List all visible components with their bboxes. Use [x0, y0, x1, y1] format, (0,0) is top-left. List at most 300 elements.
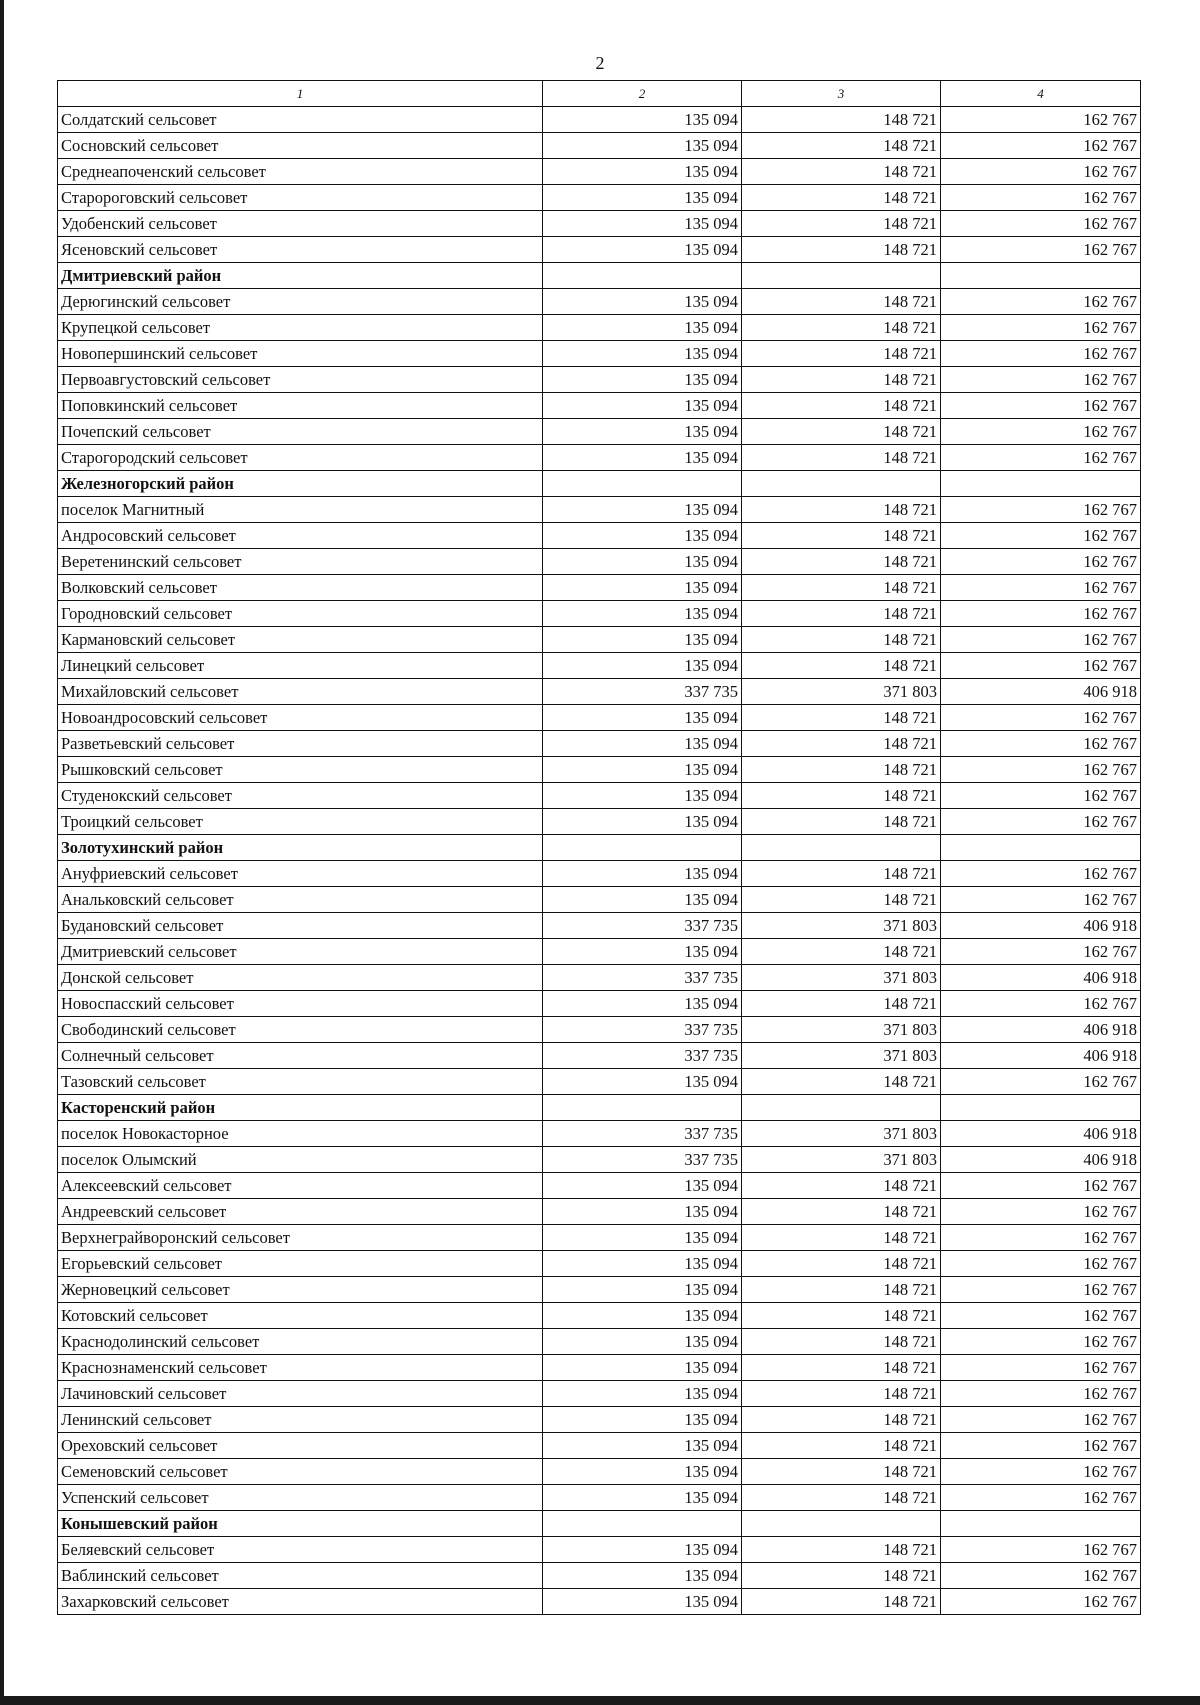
value-col-4: 162 767	[941, 1433, 1141, 1459]
settlement-name: Среднеапоченский сельсовет	[58, 159, 543, 185]
value-col-4: 162 767	[941, 1563, 1141, 1589]
value-col-4: 162 767	[941, 1537, 1141, 1563]
value-col-4: 406 918	[941, 1043, 1141, 1069]
value-col-3: 148 721	[742, 1069, 941, 1095]
settlement-name: поселок Магнитный	[58, 497, 543, 523]
value-col-2	[543, 1095, 742, 1121]
value-col-4: 162 767	[941, 289, 1141, 315]
value-col-2: 135 094	[543, 315, 742, 341]
table-row	[58, 1329, 1141, 1355]
value-col-3: 148 721	[742, 1355, 941, 1381]
value-col-4: 406 918	[941, 1147, 1141, 1173]
settlement-name: Андросовский сельсовет	[58, 523, 543, 549]
value-col-2: 135 094	[543, 1251, 742, 1277]
table-row	[58, 757, 1141, 783]
value-col-3: 148 721	[742, 367, 941, 393]
settlement-name: Свободинский сельсовет	[58, 1017, 543, 1043]
table-row	[58, 1485, 1141, 1511]
value-col-3: 148 721	[742, 1199, 941, 1225]
value-col-4: 162 767	[941, 445, 1141, 471]
value-col-4: 406 918	[941, 679, 1141, 705]
value-col-4: 162 767	[941, 107, 1141, 133]
value-col-3: 148 721	[742, 159, 941, 185]
value-col-4	[941, 1511, 1141, 1537]
value-col-4: 162 767	[941, 1355, 1141, 1381]
value-col-2: 337 735	[543, 965, 742, 991]
value-col-2: 337 735	[543, 1147, 742, 1173]
table-row	[58, 1043, 1141, 1069]
district-name: Золотухинский район	[58, 835, 543, 861]
district-name: Конышевский район	[58, 1511, 543, 1537]
value-col-2: 135 094	[543, 627, 742, 653]
value-col-2: 135 094	[543, 159, 742, 185]
value-col-3: 148 721	[742, 1173, 941, 1199]
table-row	[58, 1459, 1141, 1485]
value-col-4: 162 767	[941, 133, 1141, 159]
value-col-4: 162 767	[941, 601, 1141, 627]
value-col-3: 148 721	[742, 575, 941, 601]
settlement-name: Андреевский сельсовет	[58, 1199, 543, 1225]
settlement-name: Новоандросовский сельсовет	[58, 705, 543, 731]
settlement-name: Веретенинский сельсовет	[58, 549, 543, 575]
value-col-2: 135 094	[543, 1407, 742, 1433]
value-col-2: 135 094	[543, 1199, 742, 1225]
value-col-3: 371 803	[742, 1147, 941, 1173]
table-row	[58, 1121, 1141, 1147]
value-col-4: 162 767	[941, 1407, 1141, 1433]
settlement-name: Солдатский сельсовет	[58, 107, 543, 133]
table-row	[58, 1173, 1141, 1199]
table-row	[58, 705, 1141, 731]
value-col-2: 337 735	[543, 1017, 742, 1043]
value-col-2: 135 094	[543, 1277, 742, 1303]
value-col-2: 135 094	[543, 1355, 742, 1381]
value-col-3: 371 803	[742, 913, 941, 939]
settlement-name: Удобенский сельсовет	[58, 211, 543, 237]
value-col-4: 406 918	[941, 913, 1141, 939]
value-col-2	[543, 835, 742, 861]
value-col-4: 162 767	[941, 705, 1141, 731]
settlement-name: Тазовский сельсовет	[58, 1069, 543, 1095]
value-col-3	[742, 1511, 941, 1537]
settlement-name: Новопершинский сельсовет	[58, 341, 543, 367]
value-col-2: 135 094	[543, 731, 742, 757]
settlement-name: Дерюгинский сельсовет	[58, 289, 543, 315]
value-col-4: 162 767	[941, 315, 1141, 341]
table-row	[58, 1355, 1141, 1381]
settlement-name: Волковский сельсовет	[58, 575, 543, 601]
value-col-3: 148 721	[742, 419, 941, 445]
column-header-4: 4	[941, 81, 1141, 107]
settlement-name: Поповкинский сельсовет	[58, 393, 543, 419]
settlement-name: Кармановский сельсовет	[58, 627, 543, 653]
district-name: Касторенский район	[58, 1095, 543, 1121]
settlement-name: Разветьевский сельсовет	[58, 731, 543, 757]
value-col-3	[742, 1095, 941, 1121]
district-row	[58, 1511, 1141, 1537]
value-col-2	[543, 1511, 742, 1537]
value-col-3: 371 803	[742, 679, 941, 705]
settlement-name: Краснознаменский сельсовет	[58, 1355, 543, 1381]
table-row	[58, 887, 1141, 913]
value-col-4: 406 918	[941, 965, 1141, 991]
table-row	[58, 1563, 1141, 1589]
value-col-2: 135 094	[543, 393, 742, 419]
value-col-2: 135 094	[543, 1225, 742, 1251]
value-col-2: 135 094	[543, 107, 742, 133]
settlement-name: Краснодолинский сельсовет	[58, 1329, 543, 1355]
value-col-3: 148 721	[742, 1485, 941, 1511]
value-col-2: 135 094	[543, 549, 742, 575]
value-col-2: 135 094	[543, 861, 742, 887]
value-col-4: 162 767	[941, 497, 1141, 523]
settlement-name: Крупецкой сельсовет	[58, 315, 543, 341]
settlement-name: Семеновский сельсовет	[58, 1459, 543, 1485]
value-col-4: 162 767	[941, 419, 1141, 445]
table-row	[58, 497, 1141, 523]
table-row	[58, 991, 1141, 1017]
table-row	[58, 367, 1141, 393]
value-col-4: 162 767	[941, 783, 1141, 809]
value-col-3: 148 721	[742, 445, 941, 471]
settlement-name: Ясеновский сельсовет	[58, 237, 543, 263]
value-col-3: 148 721	[742, 991, 941, 1017]
table-row	[58, 965, 1141, 991]
value-col-2: 135 094	[543, 497, 742, 523]
scan-bottom-border	[0, 1696, 1200, 1705]
settlement-name: Троицкий сельсовет	[58, 809, 543, 835]
value-col-2: 135 094	[543, 575, 742, 601]
table-row	[58, 1537, 1141, 1563]
value-col-4: 162 767	[941, 757, 1141, 783]
value-col-2: 135 094	[543, 1329, 742, 1355]
value-col-4: 162 767	[941, 1303, 1141, 1329]
value-col-4: 162 767	[941, 1225, 1141, 1251]
value-col-2: 135 094	[543, 601, 742, 627]
value-col-4: 162 767	[941, 185, 1141, 211]
value-col-4: 162 767	[941, 1251, 1141, 1277]
value-col-2: 135 094	[543, 133, 742, 159]
value-col-4: 162 767	[941, 159, 1141, 185]
scan-left-border	[0, 0, 4, 1705]
value-col-4: 162 767	[941, 367, 1141, 393]
settlement-name: Лачиновский сельсовет	[58, 1381, 543, 1407]
value-col-2: 135 094	[543, 1589, 742, 1615]
settlement-name: Ленинский сельсовет	[58, 1407, 543, 1433]
value-col-2: 135 094	[543, 783, 742, 809]
column-header-1: 1	[58, 81, 543, 107]
table-row	[58, 783, 1141, 809]
table-row	[58, 679, 1141, 705]
value-col-3: 148 721	[742, 861, 941, 887]
table-row	[58, 1407, 1141, 1433]
value-col-4: 162 767	[941, 991, 1141, 1017]
value-col-3: 148 721	[742, 315, 941, 341]
value-col-2: 135 094	[543, 419, 742, 445]
value-col-2: 337 735	[543, 913, 742, 939]
district-row	[58, 1095, 1141, 1121]
value-col-2: 337 735	[543, 1043, 742, 1069]
value-col-4: 162 767	[941, 1173, 1141, 1199]
value-col-4: 162 767	[941, 1485, 1141, 1511]
table-row	[58, 549, 1141, 575]
value-col-4: 406 918	[941, 1017, 1141, 1043]
value-col-4: 162 767	[941, 809, 1141, 835]
settlement-name: Верхнеграйворонский сельсовет	[58, 1225, 543, 1251]
settlement-name: Михайловский сельсовет	[58, 679, 543, 705]
value-col-2: 135 094	[543, 1173, 742, 1199]
value-col-2: 135 094	[543, 939, 742, 965]
value-col-3: 148 721	[742, 185, 941, 211]
value-col-2: 135 094	[543, 237, 742, 263]
value-col-4: 162 767	[941, 1277, 1141, 1303]
value-col-3: 148 721	[742, 211, 941, 237]
settlement-name: Успенский сельсовет	[58, 1485, 543, 1511]
value-col-3: 148 721	[742, 1303, 941, 1329]
value-col-3: 148 721	[742, 1537, 941, 1563]
value-col-3: 371 803	[742, 1043, 941, 1069]
table-row	[58, 575, 1141, 601]
table-row	[58, 107, 1141, 133]
value-col-2: 135 094	[543, 523, 742, 549]
table-row	[58, 601, 1141, 627]
value-col-4: 162 767	[941, 887, 1141, 913]
value-col-3: 148 721	[742, 1381, 941, 1407]
table-body	[58, 107, 1141, 1615]
value-col-4: 162 767	[941, 1069, 1141, 1095]
value-col-2	[543, 263, 742, 289]
value-col-3: 148 721	[742, 1225, 941, 1251]
value-col-4: 162 767	[941, 575, 1141, 601]
table-row	[58, 861, 1141, 887]
table-row	[58, 1277, 1141, 1303]
value-col-2: 135 094	[543, 809, 742, 835]
value-col-3: 148 721	[742, 809, 941, 835]
value-col-3	[742, 471, 941, 497]
value-col-4: 162 767	[941, 1199, 1141, 1225]
table-row	[58, 289, 1141, 315]
table-row	[58, 1303, 1141, 1329]
value-col-3: 148 721	[742, 1407, 941, 1433]
value-col-4	[941, 263, 1141, 289]
value-col-2: 135 094	[543, 1459, 742, 1485]
settlement-name: Ореховский сельсовет	[58, 1433, 543, 1459]
table-row	[58, 627, 1141, 653]
value-col-3: 371 803	[742, 965, 941, 991]
value-col-3: 148 721	[742, 939, 941, 965]
settlement-name: Ваблинский сельсовет	[58, 1563, 543, 1589]
value-col-3: 148 721	[742, 731, 941, 757]
table-row	[58, 1433, 1141, 1459]
value-col-2: 135 094	[543, 1433, 742, 1459]
value-col-3: 148 721	[742, 757, 941, 783]
district-row	[58, 835, 1141, 861]
value-col-3: 148 721	[742, 1277, 941, 1303]
allocation-table	[57, 80, 1141, 1615]
value-col-3: 148 721	[742, 393, 941, 419]
value-col-3: 148 721	[742, 601, 941, 627]
value-col-2: 135 094	[543, 653, 742, 679]
value-col-3: 148 721	[742, 237, 941, 263]
table-row	[58, 1017, 1141, 1043]
value-col-2: 135 094	[543, 341, 742, 367]
value-col-4: 162 767	[941, 549, 1141, 575]
value-col-3: 148 721	[742, 1251, 941, 1277]
value-col-3: 148 721	[742, 1459, 941, 1485]
settlement-name: Почепский сельсовет	[58, 419, 543, 445]
table-row	[58, 1225, 1141, 1251]
value-col-3: 148 721	[742, 1563, 941, 1589]
value-col-2: 135 094	[543, 1069, 742, 1095]
table-row	[58, 341, 1141, 367]
value-col-4: 162 767	[941, 1381, 1141, 1407]
table-row	[58, 1589, 1141, 1615]
value-col-4: 162 767	[941, 1329, 1141, 1355]
value-col-4: 162 767	[941, 393, 1141, 419]
value-col-3: 148 721	[742, 549, 941, 575]
settlement-name: Донской сельсовет	[58, 965, 543, 991]
value-col-3: 148 721	[742, 1589, 941, 1615]
value-col-4: 162 767	[941, 653, 1141, 679]
value-col-4: 162 767	[941, 731, 1141, 757]
value-col-2: 135 094	[543, 1563, 742, 1589]
value-col-3: 148 721	[742, 653, 941, 679]
value-col-3: 148 721	[742, 887, 941, 913]
value-col-2: 135 094	[543, 1303, 742, 1329]
value-col-3: 148 721	[742, 1433, 941, 1459]
value-col-3: 148 721	[742, 705, 941, 731]
district-row	[58, 471, 1141, 497]
table-row	[58, 523, 1141, 549]
value-col-2: 135 094	[543, 991, 742, 1017]
value-col-4: 406 918	[941, 1121, 1141, 1147]
value-col-2: 135 094	[543, 445, 742, 471]
value-col-4	[941, 835, 1141, 861]
value-col-3: 148 721	[742, 289, 941, 315]
table-row	[58, 185, 1141, 211]
settlement-name: Будановский сельсовет	[58, 913, 543, 939]
value-col-4: 162 767	[941, 939, 1141, 965]
value-col-2	[543, 471, 742, 497]
value-col-3: 148 721	[742, 497, 941, 523]
settlement-name: Захарковский сельсовет	[58, 1589, 543, 1615]
value-col-4	[941, 471, 1141, 497]
settlement-name: Солнечный сельсовет	[58, 1043, 543, 1069]
settlement-name: поселок Новокасторное	[58, 1121, 543, 1147]
value-col-2: 337 735	[543, 1121, 742, 1147]
settlement-name: Сосновский сельсовет	[58, 133, 543, 159]
value-col-4: 162 767	[941, 627, 1141, 653]
settlement-name: Анальковский сельсовет	[58, 887, 543, 913]
value-col-3: 148 721	[742, 107, 941, 133]
settlement-name: Беляевский сельсовет	[58, 1537, 543, 1563]
table-row	[58, 1381, 1141, 1407]
table-row	[58, 1147, 1141, 1173]
value-col-3: 148 721	[742, 1329, 941, 1355]
table-row	[58, 809, 1141, 835]
value-col-3: 148 721	[742, 783, 941, 809]
settlement-name: Городновский сельсовет	[58, 601, 543, 627]
value-col-4: 162 767	[941, 237, 1141, 263]
table-row	[58, 1251, 1141, 1277]
table-row	[58, 393, 1141, 419]
table-row	[58, 445, 1141, 471]
value-col-2: 135 094	[543, 1537, 742, 1563]
settlement-name: Старогородский сельсовет	[58, 445, 543, 471]
value-col-3	[742, 263, 941, 289]
column-header-3: 3	[742, 81, 941, 107]
value-col-2: 135 094	[543, 185, 742, 211]
value-col-4: 162 767	[941, 1589, 1141, 1615]
table-row	[58, 653, 1141, 679]
settlement-name: Рышковский сельсовет	[58, 757, 543, 783]
value-col-2: 135 094	[543, 289, 742, 315]
settlement-name: Студенокский сельсовет	[58, 783, 543, 809]
value-col-4: 162 767	[941, 1459, 1141, 1485]
table-header-row	[58, 81, 1141, 107]
value-col-2: 135 094	[543, 1485, 742, 1511]
district-name: Дмитриевский район	[58, 263, 543, 289]
settlement-name: Егорьевский сельсовет	[58, 1251, 543, 1277]
table-row	[58, 939, 1141, 965]
value-col-4: 162 767	[941, 341, 1141, 367]
table-row	[58, 913, 1141, 939]
settlement-name: Котовский сельсовет	[58, 1303, 543, 1329]
value-col-2: 135 094	[543, 757, 742, 783]
district-row	[58, 263, 1141, 289]
table-row	[58, 133, 1141, 159]
table-row	[58, 315, 1141, 341]
settlement-name: Ануфриевский сельсовет	[58, 861, 543, 887]
table-row	[58, 419, 1141, 445]
table-row	[58, 1199, 1141, 1225]
value-col-2: 337 735	[543, 679, 742, 705]
value-col-3: 148 721	[742, 523, 941, 549]
table-row	[58, 731, 1141, 757]
value-col-4: 162 767	[941, 861, 1141, 887]
value-col-3: 148 721	[742, 627, 941, 653]
value-col-2: 135 094	[543, 705, 742, 731]
settlement-name: Новоспасский сельсовет	[58, 991, 543, 1017]
value-col-4	[941, 1095, 1141, 1121]
value-col-4: 162 767	[941, 211, 1141, 237]
value-col-2: 135 094	[543, 367, 742, 393]
settlement-name: Жерновецкий сельсовет	[58, 1277, 543, 1303]
district-name: Железногорский район	[58, 471, 543, 497]
value-col-4: 162 767	[941, 523, 1141, 549]
table-row	[58, 237, 1141, 263]
settlement-name: Первоавгустовский сельсовет	[58, 367, 543, 393]
settlement-name: Линецкий сельсовет	[58, 653, 543, 679]
value-col-3: 371 803	[742, 1121, 941, 1147]
value-col-3	[742, 835, 941, 861]
settlement-name: Дмитриевский сельсовет	[58, 939, 543, 965]
value-col-2: 135 094	[543, 887, 742, 913]
settlement-name: поселок Олымский	[58, 1147, 543, 1173]
value-col-2: 135 094	[543, 1381, 742, 1407]
value-col-3: 148 721	[742, 341, 941, 367]
table-row	[58, 159, 1141, 185]
value-col-3: 371 803	[742, 1017, 941, 1043]
settlement-name: Алексеевский сельсовет	[58, 1173, 543, 1199]
value-col-2: 135 094	[543, 211, 742, 237]
table-row	[58, 1069, 1141, 1095]
table-row	[58, 211, 1141, 237]
column-header-2: 2	[543, 81, 742, 107]
value-col-3: 148 721	[742, 133, 941, 159]
page-number: 2	[595, 53, 605, 73]
settlement-name: Старороговский сельсовет	[58, 185, 543, 211]
